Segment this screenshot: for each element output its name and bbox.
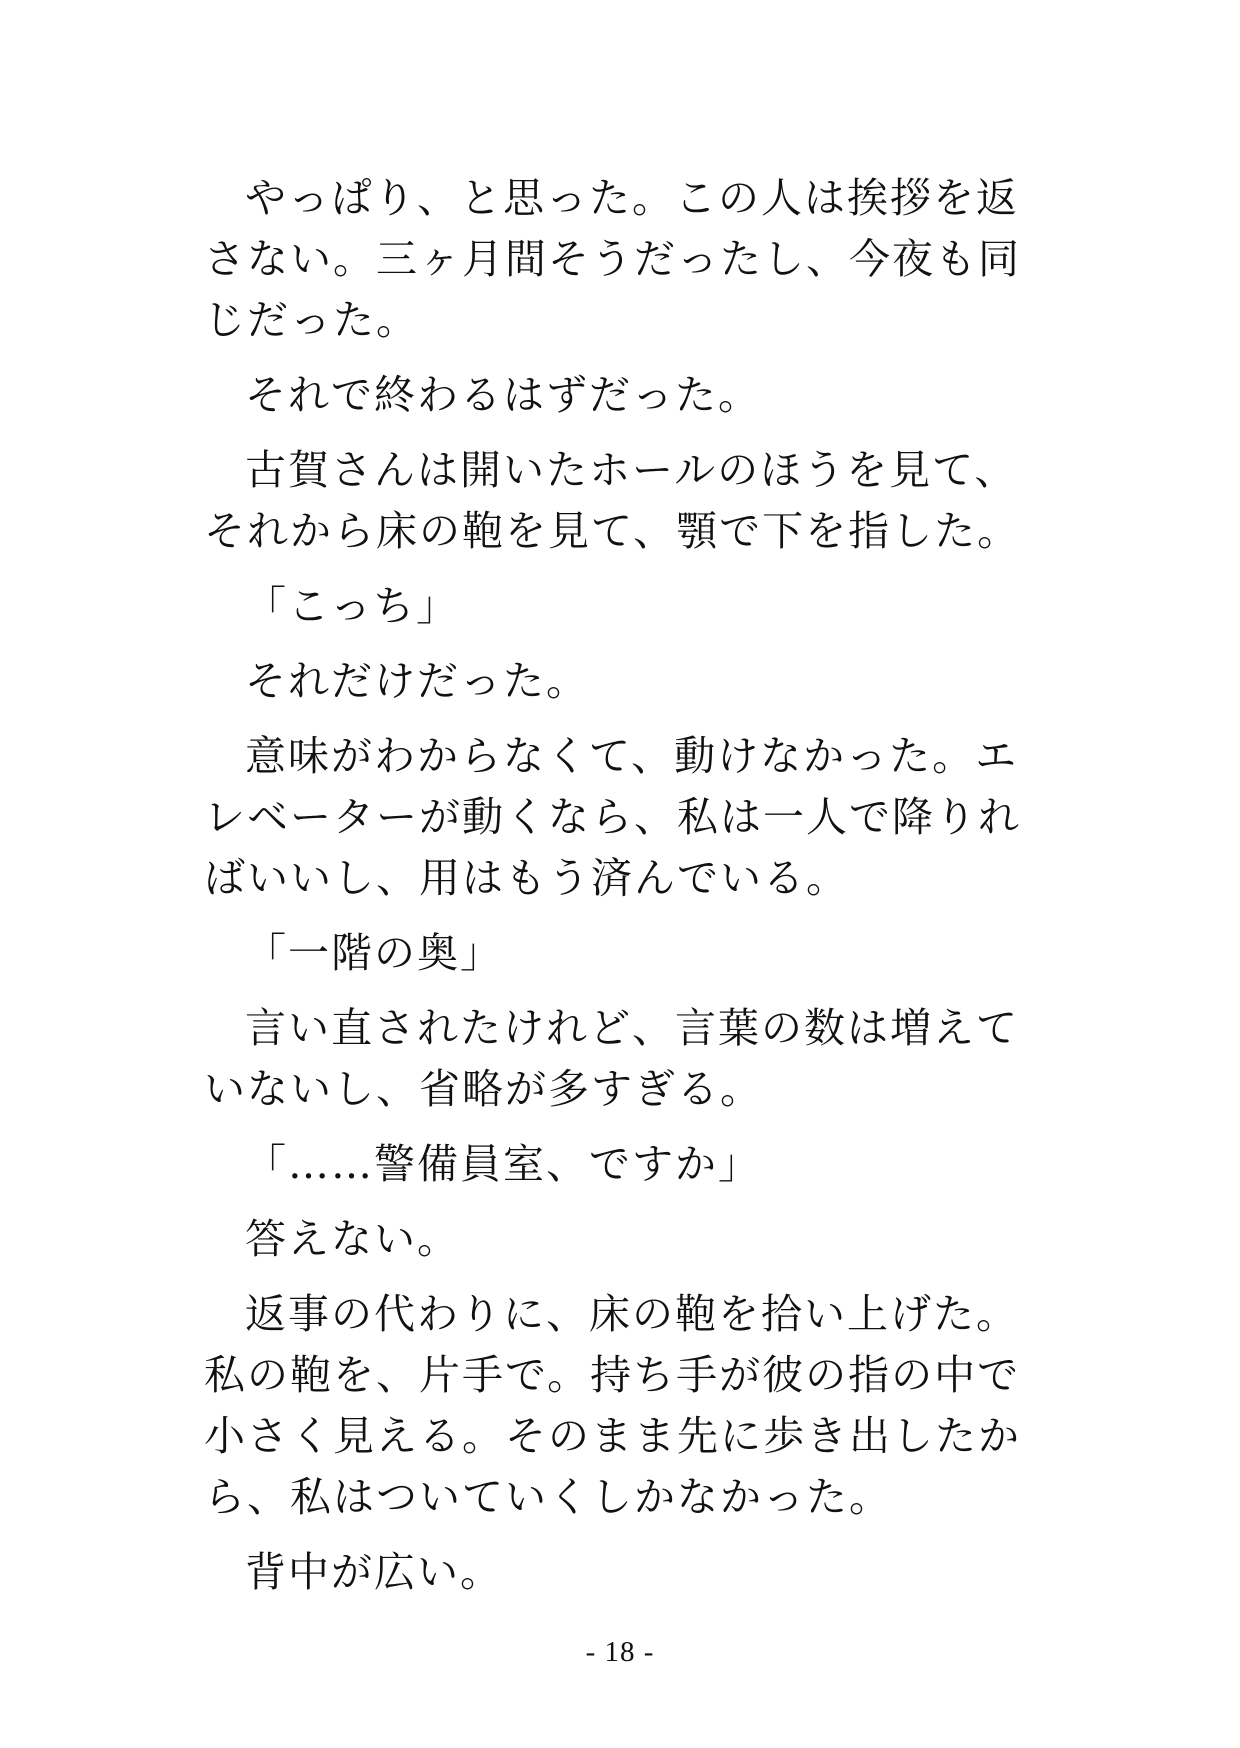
paragraph: 古賀さんは開いたホールのほうを見て、それから床の鞄を見て、顎で下を指した。 bbox=[204, 446, 1021, 555]
paragraph: 言い直されたけれど、言葉の数は増えていないし、省略が多すぎる。 bbox=[204, 1004, 1019, 1113]
body-text bbox=[204, 168, 1044, 1617]
paragraph: 答えない。 bbox=[245, 1215, 460, 1263]
paragraph: それで終わるはずだった。 bbox=[245, 371, 761, 419]
paragraph: それだけだった。 bbox=[245, 657, 589, 705]
paragraph: 背中が広い。 bbox=[245, 1548, 503, 1596]
paragraph: やっぱり、と思った。この人は挨拶を返さない。三ヶ月間そうだったし、今夜も同じだった。 bbox=[204, 174, 1021, 344]
paragraph: 返事の代わりに、床の鞄を拾い上げた。私の鞄を、片手で。持ち手が彼の指の中で小さく見える。そのまま先に歩き出したから、私はついていくしかなかった。 bbox=[204, 1290, 1021, 1521]
page-number: - 18 - bbox=[585, 1636, 655, 1668]
paragraph: 意味がわからなくて、動けなかった。エレベーターが動くなら、私は一人で降りればいいし、用はもう済んでいる。 bbox=[204, 732, 1021, 902]
dialogue-line: 「……警備員室、ですか」 bbox=[245, 1140, 761, 1188]
dialogue-line: 「一階の奥」 bbox=[245, 929, 503, 977]
dialogue-line: 「こっち」 bbox=[245, 582, 460, 630]
